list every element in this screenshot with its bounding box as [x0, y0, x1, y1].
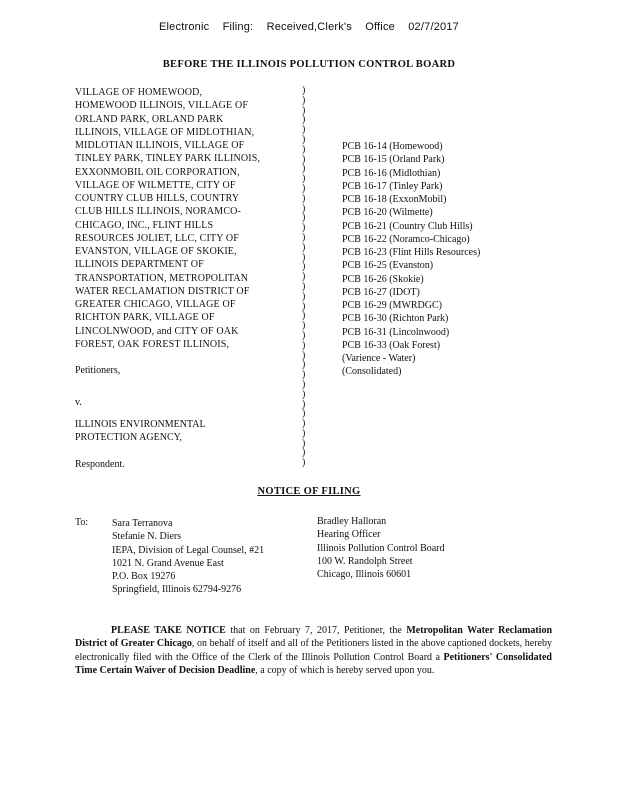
address-line: P.O. Box 19276 — [112, 571, 176, 582]
address-line: IEPA, Division of Legal Counsel, #21 — [112, 544, 265, 556]
docket-entry: PCB 16-25 (Evanston) — [342, 260, 434, 272]
petitioner-line: MIDLOTIAN ILLINOIS, VILLAGE OF — [75, 140, 245, 151]
paren: ) — [302, 124, 306, 136]
document-title: Petitioners' Consolidated Time Certain Waiver of Decision Deadline — [75, 651, 552, 677]
paren: ) — [302, 437, 306, 449]
respondent-line: ILLINOIS ENVIRONMENTAL — [75, 419, 206, 430]
electronic-filing-stamp — [0, 21, 618, 33]
docket-entry: PCB 16-18 (ExxonMobil) — [342, 194, 447, 205]
docket-entry: PCB 16-26 (Skokie) — [342, 273, 424, 285]
docket-entry: PCB 16-30 (Richton Park) — [342, 313, 449, 325]
docket-entry: (Consolidated) — [342, 366, 402, 378]
petitioner-line: RESOURCES JOLIET, LLC, CITY OF — [75, 232, 239, 244]
address-line: Sara Terranova — [112, 518, 173, 529]
notice-paragraph — [75, 624, 552, 678]
paren: ) — [302, 398, 306, 410]
docket-entry: PCB 16-22 (Noramco-Chicago) — [342, 233, 470, 245]
docket-entry: PCB 16-29 (MWRDGC) — [342, 300, 443, 311]
paren: ) — [302, 427, 306, 439]
board-title: BEFORE THE ILLINOIS POLLUTION CONTROL BOARD — [162, 59, 456, 70]
docket-list — [342, 140, 480, 379]
paren: ) — [302, 163, 306, 175]
paren: ) — [302, 85, 306, 96]
docket-entry: PCB 16-31 (Lincolnwood) — [342, 326, 450, 338]
address-line: Springfield, Illinois 62794-9276 — [112, 584, 242, 596]
paren: ) — [302, 329, 306, 341]
petitioner-line: EXXONMOBIL OIL CORPORATION, — [75, 166, 240, 178]
paren: ) — [302, 114, 306, 126]
address-line: Hearing Officer — [317, 529, 381, 541]
petitioner-line: ILLINOIS, VILLAGE OF MIDLOTHIAN, — [75, 126, 255, 138]
docket-entry: PCB 16-23 (Flint Hills Resources) — [342, 247, 481, 258]
paren: ) — [302, 104, 306, 116]
petitioner-line: VILLAGE OF WILMETTE, CITY OF — [75, 179, 236, 191]
notice-text: , on behalf of itself and all of the Petitioners listed in the above captioned dockets, hereby electronically filed with the Office of the Clerk of the Illinois Pollution Control Board a — [75, 638, 552, 663]
address-line: Illinois Pollution Control Board — [317, 542, 445, 554]
stamp-received: Received,Clerk's — [266, 21, 352, 33]
paren: ) — [302, 280, 306, 292]
petitioner-line: EVANSTON, VILLAGE OF SKOKIE, — [75, 246, 237, 257]
paren: ) — [302, 369, 306, 381]
paren: ) — [302, 94, 306, 106]
caption-parentheses — [302, 86, 305, 468]
paren: ) — [302, 290, 306, 302]
petitioner-line: COUNTRY CLUB HILLS, COUNTRY — [75, 193, 240, 204]
petitioner-line: FOREST, OAK FOREST ILLINOIS, — [75, 338, 230, 350]
stamp-office: Office — [365, 21, 395, 33]
petitioner-line: ILLINOIS DEPARTMENT OF — [75, 259, 204, 271]
petitioner-line: WATER RECLAMATION DISTRICT OF — [75, 285, 250, 297]
stamp-date: 02/7/2017 — [408, 21, 459, 33]
paren: ) — [302, 388, 306, 400]
petitioner-line: HOMEWOOD ILLINOIS, VILLAGE OF — [75, 100, 249, 112]
paren: ) — [302, 378, 306, 390]
respondent-label: Respondent. — [75, 459, 125, 470]
petitioner-line: GREATER CHICAGO, VILLAGE OF — [75, 299, 236, 310]
docket-entry: PCB 16-33 (Oak Forest) — [342, 339, 441, 351]
paren: ) — [302, 261, 306, 273]
stamp-filing: Filing: — [222, 21, 254, 33]
petitioner-line: ORLAND PARK, ORLAND PARK — [75, 113, 224, 125]
address-line: 1021 N. Grand Avenue East — [112, 557, 224, 569]
paren: ) — [302, 192, 306, 204]
petitioner-line: CHICAGO, INC., FLINT HILLS — [75, 219, 214, 231]
paren: ) — [302, 133, 306, 145]
paren: ) — [302, 173, 306, 185]
docket-entry: PCB 16-17 (Tinley Park) — [342, 180, 443, 192]
paren: ) — [302, 418, 306, 430]
docket-entry: PCB 16-16 (Midlothian) — [342, 167, 441, 179]
paren: ) — [302, 349, 306, 361]
paren: ) — [302, 359, 306, 371]
docket-entry: PCB 16-27 (IDOT) — [342, 286, 420, 298]
to-label: To: — [75, 517, 89, 528]
address-line: Chicago, Illinois 60601 — [317, 569, 412, 580]
address-line: Bradley Halloran — [317, 516, 387, 527]
paren: ) — [302, 457, 306, 469]
paren: ) — [302, 212, 306, 224]
docket-entry: (Varience - Water) — [342, 353, 416, 364]
petitioners-label: Petitioners, — [75, 365, 121, 376]
docket-entry: PCB 16-20 (Wilmette) — [342, 207, 433, 219]
paren: ) — [302, 143, 306, 155]
docket-entry: PCB 16-15 (Orland Park) — [342, 154, 445, 166]
address-line: Stefanie N. Diers — [112, 531, 182, 543]
paren: ) — [302, 408, 306, 420]
paren: ) — [302, 339, 306, 351]
paren: ) — [302, 202, 306, 214]
paren: ) — [302, 153, 306, 165]
address-line: 100 W. Randolph Street — [317, 555, 413, 567]
paren: ) — [302, 182, 306, 194]
paren: ) — [302, 271, 306, 283]
petitioner-name: Metropolitan Water Reclamation District of Greater Chicago — [75, 625, 553, 650]
paren: ) — [302, 241, 306, 253]
notice-lead: PLEASE TAKE NOTICE — [111, 625, 226, 636]
petitioner-line: TRANSPORTATION, METROPOLITAN — [75, 272, 249, 284]
notice-text: that on February 7, 2017, Petitioner, the — [225, 625, 407, 636]
respondent-line: PROTECTION AGENCY, — [75, 432, 183, 444]
paren: ) — [302, 320, 306, 332]
paren: ) — [302, 222, 306, 234]
petitioner-list — [75, 86, 300, 351]
petitioner-line: LINCOLNWOOD, and CITY OF OAK — [75, 325, 239, 337]
docket-entry: PCB 16-14 (Homewood) — [342, 141, 443, 152]
paren: ) — [302, 251, 306, 263]
petitioner-line: VILLAGE OF HOMEWOOD, — [75, 87, 203, 98]
petitioner-line: RICHTON PARK, VILLAGE OF — [75, 312, 215, 324]
paren: ) — [302, 310, 306, 322]
respondent-name — [75, 418, 206, 445]
petitioner-line: CLUB HILLS ILLINOIS, NORAMCO- — [75, 206, 242, 218]
docket-entry: PCB 16-21 (Country Club Hills) — [342, 220, 473, 232]
service-address-board — [317, 515, 445, 581]
stamp-electronic: Electronic — [159, 21, 210, 33]
notice-text: , a copy of which is hereby served upon you. — [255, 665, 435, 677]
service-address-iepa — [112, 517, 264, 597]
paren: ) — [302, 231, 306, 243]
paren: ) — [302, 447, 306, 459]
paren: ) — [302, 300, 306, 312]
versus-label: v. — [75, 397, 82, 408]
notice-heading: NOTICE OF FILING — [257, 486, 361, 497]
petitioner-line: TINLEY PARK, TINLEY PARK ILLINOIS, — [75, 153, 261, 165]
